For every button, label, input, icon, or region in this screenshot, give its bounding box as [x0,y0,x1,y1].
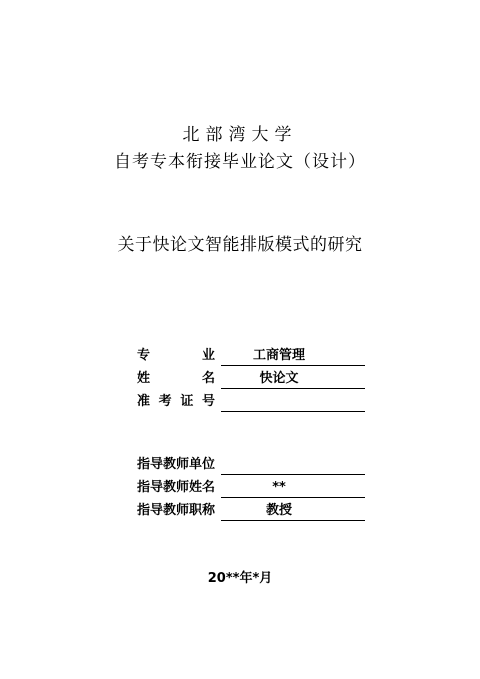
thesis-title: 关于快论文智能排版模式的研究 [117,235,363,255]
major-value: 工商管理 [252,348,305,363]
submission-date: 20**年*月 [207,571,273,586]
advisor-title-field [221,502,365,521]
exam-id-label-char: 准 [137,394,151,409]
name-label-char: 姓 [137,371,151,386]
advisor-name-value: ** [272,480,286,495]
advisor-unit-field [221,456,365,475]
major-label-char: 专 [137,348,151,363]
exam-id-label-char: 证 [180,394,194,409]
exam-id-field [221,393,365,412]
major-field [221,347,365,366]
advisor-title-label: 指导教师职称 [137,503,216,518]
exam-id-label [137,393,215,411]
name-label [137,370,215,388]
major-label-char: 业 [201,348,215,363]
advisor-unit-label: 指导教师单位 [137,457,216,472]
exam-id-label-char: 号 [201,394,215,409]
name-label-char: 名 [201,371,215,386]
program-title: 自考专本衔接毕业论文（设计） [114,152,366,172]
advisor-name-field [221,479,365,498]
major-label [137,347,215,365]
exam-id-label-char: 考 [158,394,172,409]
name-value: 快论文 [259,371,299,386]
advisor-title-value: 教授 [265,503,292,518]
advisor-name-label: 指导教师姓名 [137,480,216,495]
university-name: 北部湾大学 [182,125,298,145]
name-field [221,370,365,389]
